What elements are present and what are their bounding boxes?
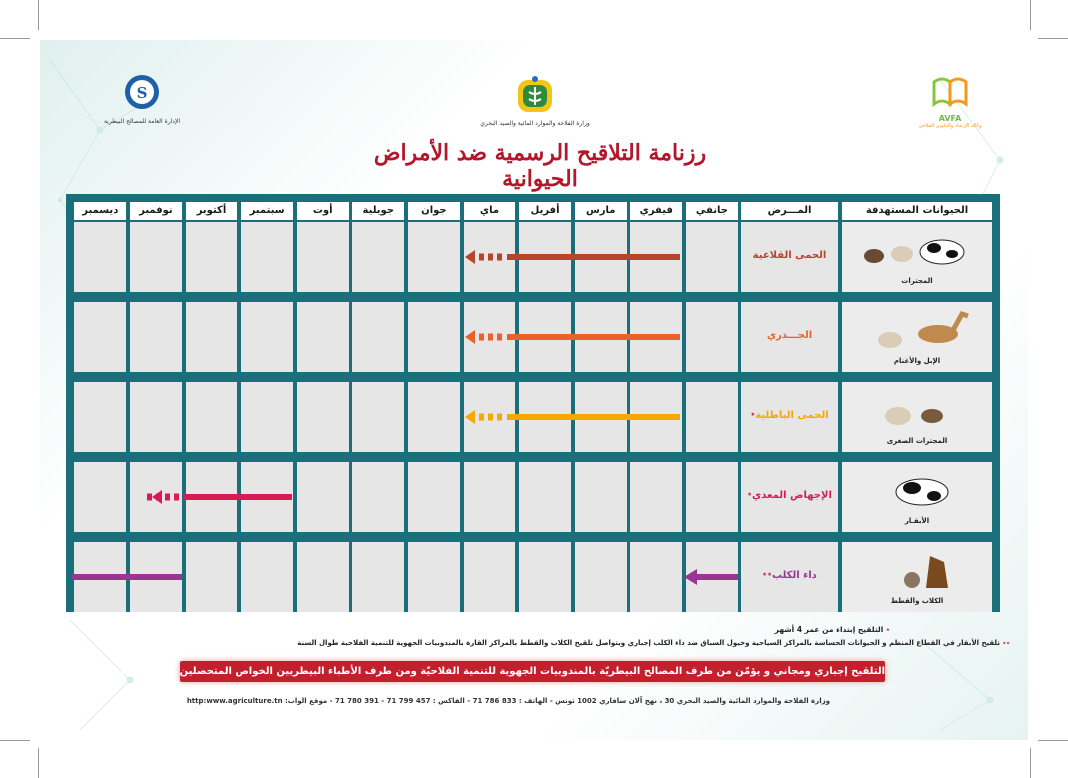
month-cell [130, 302, 182, 372]
month-cell [297, 382, 349, 452]
header-month: سبتمبر [241, 202, 293, 220]
month-cell [352, 302, 404, 372]
month-cell [297, 462, 349, 532]
month-cell [575, 542, 627, 612]
dog-cat-icon [852, 548, 982, 594]
animal-cell [842, 462, 992, 532]
month-cell [241, 302, 293, 372]
month-cell [297, 542, 349, 612]
month-cell [297, 222, 349, 292]
disease-cell [741, 302, 838, 372]
animal-cell [842, 382, 992, 452]
disease-name: الحمى الباطلية [755, 410, 829, 421]
month-cell [408, 462, 460, 532]
vaccination-period-arrow [463, 407, 684, 427]
page-title: رزنامة التلاقيح الرسمية ضد الأمراض الحيوانية [373, 140, 707, 192]
month-cell [130, 222, 182, 292]
header-month: أفريل [519, 202, 571, 220]
header-month: جويلية [352, 202, 404, 220]
cattle-goat-sheep-icon [852, 228, 982, 274]
month-cell [241, 222, 293, 292]
month-cell [186, 382, 238, 452]
disease-label [741, 330, 838, 341]
month-cell [630, 462, 682, 532]
month-cell [408, 302, 460, 372]
left-logo-caption: الإدارة العامة للمصالح البيطرية [103, 118, 181, 125]
vaccination-period-arrow [70, 567, 186, 587]
month-cell [352, 462, 404, 532]
disease-name: الحمى القلاعية [752, 250, 827, 261]
month-cell [186, 302, 238, 372]
animal-cell [842, 222, 992, 292]
vaccination-period-arrow [463, 247, 684, 267]
header-month: ديسمبر [74, 202, 126, 220]
month-cell [352, 542, 404, 612]
sheep-goat-icon [852, 388, 982, 434]
month-cell [352, 222, 404, 292]
camel-sheep-icon [852, 308, 982, 354]
animal-label: الإبل والأغنام [893, 357, 941, 365]
month-cell [464, 462, 516, 532]
month-cell [297, 302, 349, 372]
animal-cell [842, 542, 992, 612]
avfa-text: AVFA [938, 114, 962, 123]
poster [40, 40, 1028, 740]
month-cell [630, 542, 682, 612]
svg-text:S: S [136, 84, 148, 102]
month-cell [408, 382, 460, 452]
footnote-mark: ٭ [750, 410, 756, 420]
animal-label: المجترات [901, 277, 933, 285]
footnote-mark: ٭٭ [762, 570, 772, 580]
center-logo-caption: وزارة الفلاحة والموارد المائية والصيد البحري [480, 120, 590, 127]
header-month: أكتوبر [186, 202, 238, 220]
disease-cell [741, 462, 838, 532]
month-cell [408, 222, 460, 292]
month-cell [686, 462, 738, 532]
disease-cell [741, 382, 838, 452]
month-cell [74, 462, 126, 532]
month-cell [241, 542, 293, 612]
disease-label [741, 410, 838, 421]
month-cell [74, 382, 126, 452]
note-2 [297, 639, 1010, 647]
month-cell [186, 542, 238, 612]
month-cell [575, 462, 627, 532]
month-cell [519, 462, 571, 532]
animal-cell [842, 302, 992, 372]
animal-label: المجترات الصغرى [886, 437, 948, 445]
header-month: فيفري [630, 202, 682, 220]
month-cell [186, 222, 238, 292]
cow-icon [852, 468, 982, 514]
ministry-emblem-icon [515, 74, 555, 118]
note-2-mark: ٭٭ [1002, 639, 1010, 647]
disease-name: الجـــدري [766, 330, 813, 341]
header-month: أوت [297, 202, 349, 220]
seal-icon [123, 72, 161, 116]
disease-name: داء الكلب [771, 570, 817, 581]
disease-name: الإجهاض المعدي [752, 490, 832, 501]
right-logo-caption: وكالة الإرشاد والتكوين الفلاحي [918, 123, 982, 129]
month-cell [352, 382, 404, 452]
disease-label [741, 250, 838, 261]
disease-label [741, 490, 838, 501]
month-cell [686, 302, 738, 372]
month-cell [130, 382, 182, 452]
month-cell [464, 542, 516, 612]
month-cell [74, 222, 126, 292]
disease-label [741, 570, 838, 581]
footnote-mark: ٭ [747, 490, 753, 500]
month-cell [241, 382, 293, 452]
note-1-text: التلقيح إبتداء من عمر 4 أشهر [774, 625, 884, 634]
vaccination-table [66, 194, 1000, 612]
month-cell [686, 222, 738, 292]
mandatory-banner: التلقيح إجباري ومجاني و يؤمّن من طرف المصالح البيطريّة بالمندوبيات الجهوية للتنمية الفلاحيّة ومن طرف الأطباء البيطريين الخواص المتحصلين على التوكيل الصحي. [180, 661, 885, 682]
month-cell [519, 542, 571, 612]
leaf-book-icon [930, 72, 970, 112]
note-2-text: تلقيح الأبقار في القطاع المنظم و الحيوانات الحساسة بالمراكز السياحية وخيول السباق ضد داء الكلب إجباري ويتواصل تلقيح الكلاب والقطط بالمراكز القارة بالمندوبيات الجهوية للتنمية الفلاحية طوال السنة [297, 639, 1000, 647]
note-1-mark: ٭ [885, 625, 890, 634]
header-animals: الحيوانات المستهدفة [842, 202, 992, 220]
ministry-logo [480, 74, 590, 127]
note-1 [775, 625, 890, 634]
animal-label: الأبقـار [904, 517, 930, 525]
animal-label: الكلاب والقطط [890, 597, 944, 605]
header-month: ماي [464, 202, 516, 220]
disease-cell [741, 222, 838, 292]
header-disease: المـــرض [741, 202, 838, 220]
month-cell [408, 542, 460, 612]
header-month: مارس [575, 202, 627, 220]
vaccination-period-arrow [684, 567, 744, 587]
footer-address: وزارة الفلاحة والموارد المائية والصيد البحري 30 ، نهج آلان سافاري 1002 تونس - الهاتف : 833 786 71 - الفاكس : 457 799 71 - 391 780 71 - موقع الواب: http:www.agriculture.tn [186, 697, 830, 705]
header-month: جوان [408, 202, 460, 220]
disease-cell [741, 542, 838, 612]
avfa-logo [910, 72, 990, 129]
vaccination-period-arrow [150, 487, 296, 507]
month-cell [74, 302, 126, 372]
month-cell [686, 382, 738, 452]
veterinary-services-logo [102, 72, 182, 125]
header-month: نوفمبر [130, 202, 182, 220]
vaccination-period-arrow [463, 327, 684, 347]
header-month: جانفي [686, 202, 738, 220]
